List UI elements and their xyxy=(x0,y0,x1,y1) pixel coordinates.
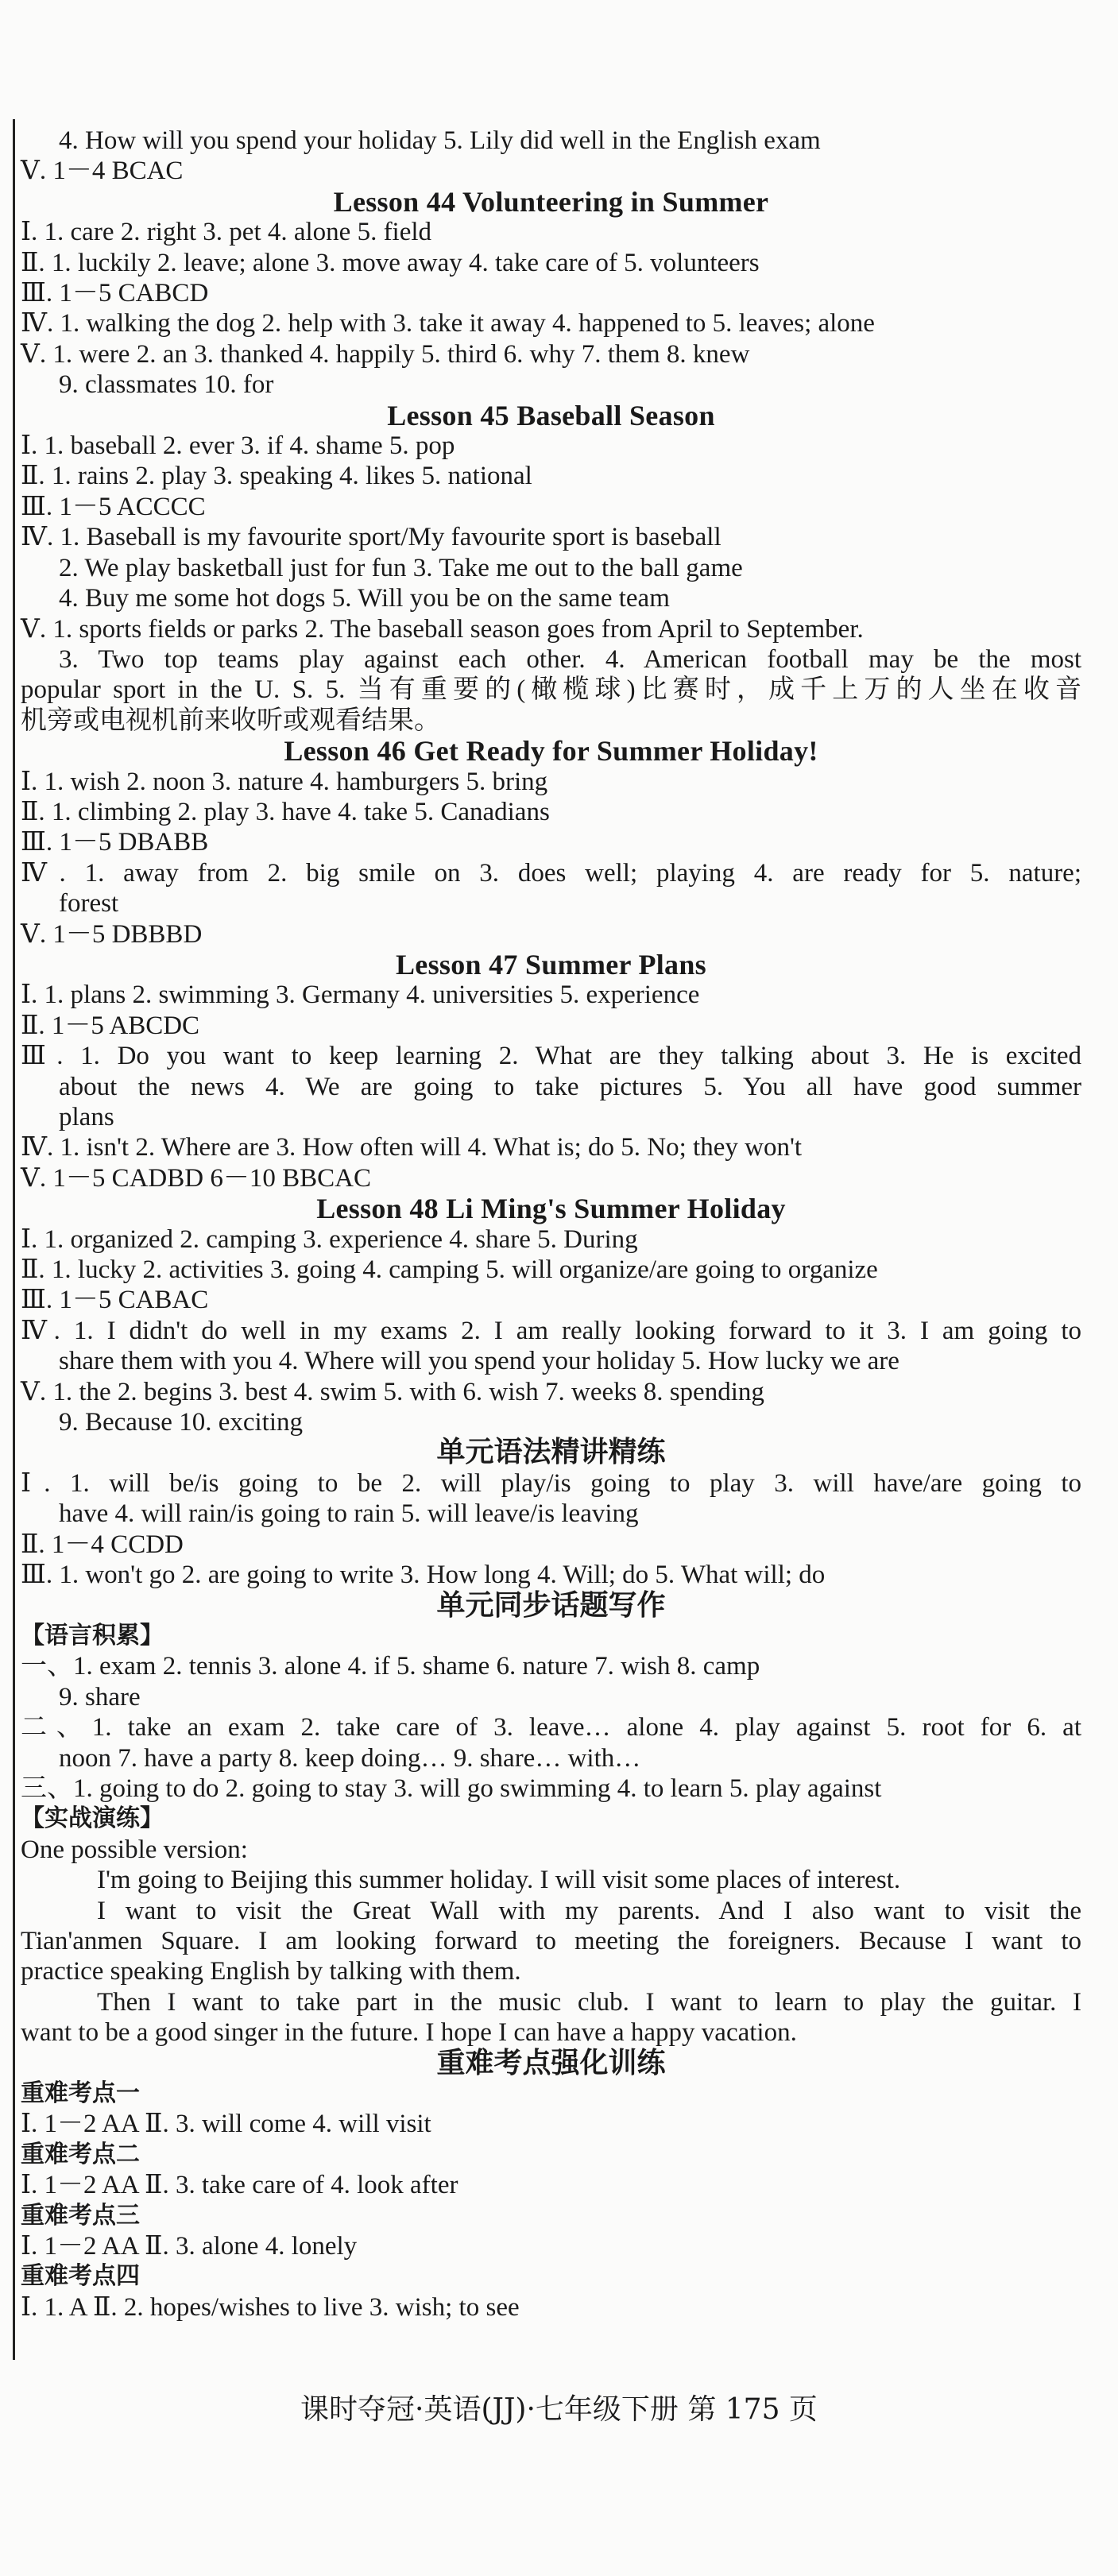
answer-line: Ⅱ. 1. luckily 2. leave; alone 3. move away 4. take care of 5. volunteers xyxy=(21,248,760,277)
answer-line: Ⅰ. 1－2 AA Ⅱ. 3. will come 4. will visit xyxy=(21,2110,431,2139)
answer-line: 2. We play basketball just for fun 3. Take me out to the ball game xyxy=(59,553,743,582)
answer-line: Ⅱ. 1－4 CCDD xyxy=(21,1530,184,1559)
answer-line: Ⅴ. 1. the 2. begins 3. best 4. swim 5. with 6. wish 7. weeks 8. spending xyxy=(21,1377,764,1406)
answer-line: 9. Because 10. exciting xyxy=(59,1408,303,1437)
answer-line: Ⅳ. 1. away from 2. big smile on 3. does well; playing 4. are ready for 5. nature; xyxy=(21,858,1081,888)
answer-line: Ⅰ. 1－2 AA Ⅱ. 3. take care of 4. look after xyxy=(21,2171,458,2200)
subsection-label: 【语言积累】 xyxy=(21,1621,164,1650)
answer-line: Ⅰ. 1－2 AA Ⅱ. 3. alone 4. lonely xyxy=(21,2232,358,2261)
answer-line: Ⅰ. 1. organized 2. camping 3. experience 4. share 5. During xyxy=(21,1224,638,1254)
answer-line: have 4. will rain/is going to rain 5. will leave/is leaving xyxy=(59,1499,639,1529)
answer-line: 三、1. going to do 2. going to stay 3. will go swimming 4. to learn 5. play against xyxy=(21,1773,882,1803)
answer-line: Tian'anmen Square. I am looking forward to meeting the foreigners. Because I want to xyxy=(21,1926,1081,1955)
answer-line: Ⅴ. 1－5 DBBBD xyxy=(21,919,203,949)
answer-line: Ⅳ. 1. Baseball is my favourite sport/My favourite sport is baseball xyxy=(21,523,721,552)
answer-line: 机旁或电视机前来收听或观看结果。 xyxy=(21,706,440,735)
answer-line: One possible version: xyxy=(21,1835,248,1864)
answer-line: Then I want to take part in the music club. I want to learn to play the guitar. I xyxy=(97,1987,1081,2017)
answer-line: Ⅲ. 1－5 CABCD xyxy=(21,279,209,308)
answer-line: I'm going to Beijing this summer holiday. I will visit some places of interest. xyxy=(97,1866,901,1895)
answer-line: Ⅰ. 1. wish 2. noon 3. nature 4. hamburgers 5. bring xyxy=(21,767,548,796)
answer-line: Ⅴ. 1. were 2. an 3. thanked 4. happily 5. third 6. why 7. them 8. knew xyxy=(21,339,750,369)
answer-line: want to be a good singer in the future. I hope I can have a happy vacation. xyxy=(21,2018,797,2048)
answer-line: 4. How will you spend your holiday 5. Lily did well in the English exam xyxy=(59,126,821,155)
subsection-label: 【实战演练】 xyxy=(21,1804,164,1833)
answer-line: Ⅰ. 1. will be/is going to be 2. will play/is going to play 3. will have/are going to xyxy=(21,1468,1081,1498)
answer-line: I want to visit the Great Wall with my parents. And I also want to visit the xyxy=(97,1896,1081,1925)
subsection-label: 重难考点四 xyxy=(21,2262,140,2291)
left-margin-rule xyxy=(13,119,15,2360)
subsection-label: 重难考点二 xyxy=(21,2140,140,2168)
answer-line: Ⅰ. 1. care 2. right 3. pet 4. alone 5. field xyxy=(21,218,432,247)
answer-line: Ⅰ. 1. A Ⅱ. 2. hopes/wishes to live 3. wish; to see xyxy=(21,2292,520,2322)
answer-line: popular sport in the U. S. 5. 当有重要的(橄榄球)比赛时，成千上万的人坐在收音 xyxy=(21,675,1081,705)
page-footer: 课时夺冠·英语(JJ)·七年级下册 第 175 页 xyxy=(300,2393,818,2426)
section-heading: 单元同步话题写作 xyxy=(436,1588,666,1622)
section-heading: 单元语法精讲精练 xyxy=(436,1436,666,1469)
section-heading: Lesson 48 Li Ming's Summer Holiday xyxy=(316,1193,786,1225)
answer-line: Ⅳ. 1. isn't 2. Where are 3. How often will 4. What is; do 5. No; they won't xyxy=(21,1133,803,1162)
answer-line: Ⅳ. 1. walking the dog 2. help with 3. take it away 4. happened to 5. leaves; alone xyxy=(21,309,875,338)
answer-line: practice speaking English by talking with them. xyxy=(21,1957,521,1986)
answer-line: 二、1. take an exam 2. take care of 3. leave… alone 4. play against 5. root for 6. at xyxy=(21,1713,1081,1742)
answer-line: Ⅴ. 1－4 BCAC xyxy=(21,157,184,186)
subsection-label: 重难考点三 xyxy=(21,2201,140,2230)
answer-line: Ⅴ. 1－5 CADBD 6－10 BBCAC xyxy=(21,1163,371,1193)
answer-line: plans xyxy=(59,1103,114,1131)
answer-line: Ⅱ. 1. rains 2. play 3. speaking 4. likes 5. national xyxy=(21,462,532,491)
answer-line: Ⅴ. 1. sports fields or parks 2. The baseball season goes from April to September. xyxy=(21,614,864,644)
answer-line: Ⅲ. 1－5 DBABB xyxy=(21,828,209,857)
answer-line: Ⅱ. 1－5 ABCDC xyxy=(21,1011,200,1040)
answer-line: Ⅱ. 1. climbing 2. play 3. have 4. take 5. Canadians xyxy=(21,797,550,826)
answer-line: Ⅰ. 1. plans 2. swimming 3. Germany 4. universities 5. experience xyxy=(21,981,700,1010)
section-heading: Lesson 46 Get Ready for Summer Holiday! xyxy=(284,735,818,768)
section-heading: 重难考点强化训练 xyxy=(436,2046,666,2079)
answer-content xyxy=(21,126,1081,2323)
answer-line: Ⅲ. 1－5 ACCCC xyxy=(21,492,206,521)
answer-line: noon 7. have a party 8. keep doing… 9. share… with… xyxy=(59,1743,641,1773)
answer-line: Ⅰ. 1. baseball 2. ever 3. if 4. shame 5. pop xyxy=(21,431,455,461)
answer-line: Ⅲ. 1. Do you want to keep learning 2. What are they talking about 3. He is excited xyxy=(21,1042,1081,1071)
section-heading: Lesson 45 Baseball Season xyxy=(387,399,715,431)
answer-line: 9. classmates 10. for xyxy=(59,370,274,400)
answer-line: Ⅱ. 1. lucky 2. activities 3. going 4. camping 5. will organize/are going to organize xyxy=(21,1255,878,1285)
answer-line: Ⅲ. 1. won't go 2. are going to write 3. How long 4. Will; do 5. What will; do xyxy=(21,1561,826,1590)
section-heading: Lesson 44 Volunteering in Summer xyxy=(333,185,769,218)
answer-line: forest xyxy=(59,889,119,919)
answer-line: 9. share xyxy=(59,1682,141,1712)
answer-line: 一、1. exam 2. tennis 3. alone 4. if 5. shame 6. nature 7. wish 8. camp xyxy=(21,1652,760,1681)
answer-line: Ⅲ. 1－5 CABAC xyxy=(21,1286,209,1315)
answer-line: 4. Buy me some hot dogs 5. Will you be on the same team xyxy=(59,584,670,613)
answer-line: 3. Two top teams play against each other. 4. American football may be the most xyxy=(59,644,1081,674)
answer-line: about the news 4. We are going to take pictures 5. You all have good summer xyxy=(59,1072,1081,1101)
section-heading: Lesson 47 Summer Plans xyxy=(396,948,706,981)
answer-line: Ⅳ. 1. I didn't do well in my exams 2. I am really looking forward to it 3. I am going to xyxy=(21,1316,1081,1345)
subsection-label: 重难考点一 xyxy=(21,2079,140,2107)
answer-line: share them with you 4. Where will you spend your holiday 5. How lucky we are xyxy=(59,1347,899,1376)
